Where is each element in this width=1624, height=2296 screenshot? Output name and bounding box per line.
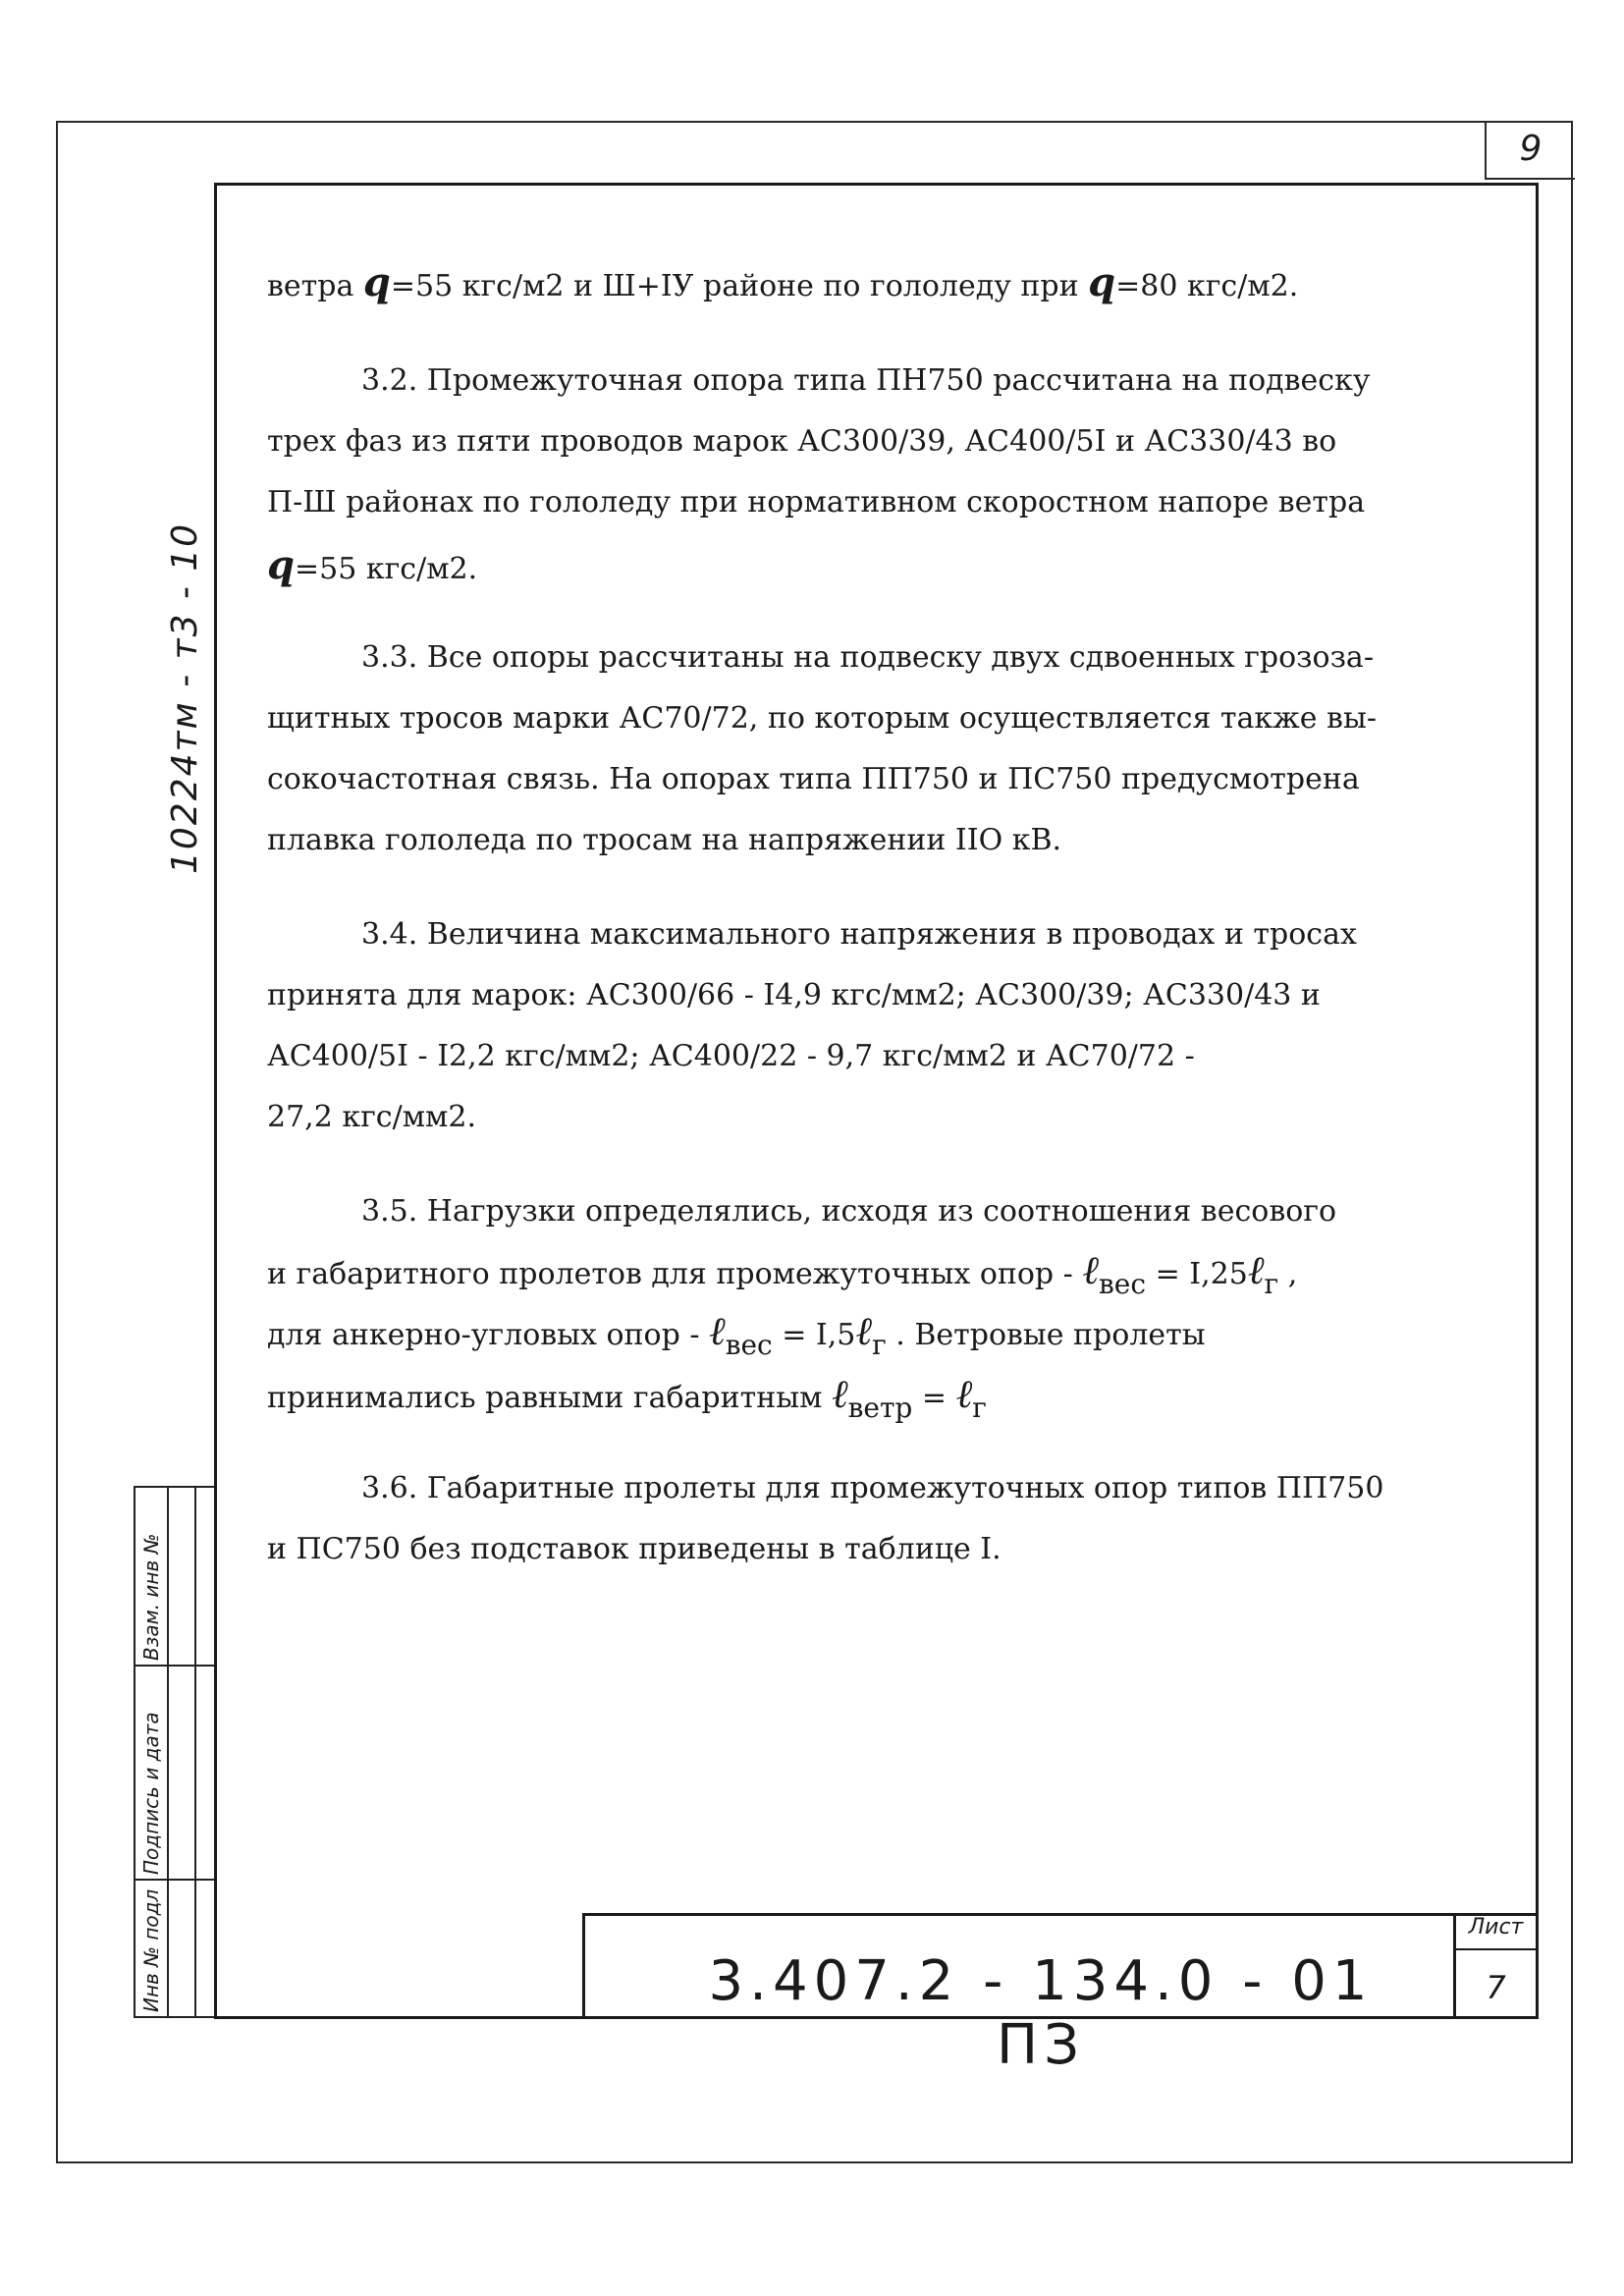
q-symbol: q xyxy=(1088,259,1116,305)
para-3-4-line-4: 27,2 кгс/мм2. xyxy=(267,1100,477,1134)
side-archive-number xyxy=(157,520,206,874)
para-3-3-line-2: щитных тросов марки АС70/72, по которым осуществляется также вы- xyxy=(267,701,1377,736)
document-code: 3.407.2 - 134.0 - 01 ПЗ xyxy=(708,1949,1374,2077)
para-3-5-line-2: и габаритного пролетов для промежуточных опор - ℓвес = I,25ℓг , xyxy=(267,1248,1298,1300)
para-3-4-line-1: 3.4. Величина максимального напряжения в проводах и тросах xyxy=(361,917,1357,952)
l-symbol: ℓ xyxy=(1247,1248,1265,1293)
l-symbol: ℓ xyxy=(1082,1248,1100,1293)
para-3-2-line-1: 3.2. Промежуточная опора типа ПН750 рассчитана на подвеску xyxy=(361,363,1371,398)
l-symbol: ℓ xyxy=(955,1372,973,1417)
para-3-2-line-4: q=55 кгс/м2. xyxy=(267,542,478,588)
para-3-3-line-4: плавка гололеда по тросам на напряжении IIО кВ. xyxy=(267,823,1062,857)
side-archive-number-text: 10224тм - т3 - 10 xyxy=(165,521,205,874)
q-symbol: q xyxy=(267,542,295,588)
para-3-2-line-3: П-Ш районах по гололеду при нормативном скоростном напоре ветра xyxy=(267,485,1366,519)
sheet-label: Лист xyxy=(1468,1915,1524,1940)
para-3-3-line-3: сокочастотная связь. На опорах типа ПП750 и ПС750 предусмотрена xyxy=(267,762,1360,796)
stamp-inv-podl: Инв № подл xyxy=(139,1888,163,2012)
para-3-6-line-2: и ПС750 без подставок приведены в таблице I. xyxy=(267,1532,1001,1566)
l-symbol: ℓ xyxy=(855,1309,873,1354)
para-3-2-line-2: трех фаз из пяти проводов марок АС300/39, АС400/5I и АС330/43 во xyxy=(267,424,1337,459)
q-symbol: q xyxy=(362,259,391,305)
para-3-5-line-4: принимались равными габаритным ℓветр = ℓг xyxy=(267,1372,987,1424)
l-symbol: ℓ xyxy=(709,1309,726,1354)
l-symbol: ℓ xyxy=(831,1372,848,1417)
corner-page-number: 9 xyxy=(1485,121,1575,180)
para-3-5-line-1: 3.5. Нагрузки определялись, исходя из соотношения весового xyxy=(361,1194,1337,1229)
para-3-6-line-1: 3.6. Габаритные пролеты для промежуточных опор типов ПП750 xyxy=(361,1471,1384,1505)
para-3-5-line-3: для анкерно-угловых опор - ℓвес = I,5ℓг . Ветровые пролеты xyxy=(267,1309,1206,1361)
sheet-separator xyxy=(1453,1948,1539,1950)
para-3-4-line-3: АС400/5I - I2,2 кгс/мм2; АС400/22 - 9,7 кгс/мм2 и АС70/72 - xyxy=(267,1039,1195,1073)
para-3-4-line-2: принята для марок: АС300/66 - I4,9 кгс/мм2; АС300/39; АС330/43 и xyxy=(267,978,1321,1012)
stamp-podpis-data: Подпись и дата xyxy=(139,1712,163,1875)
sheet-number: 7 xyxy=(1486,1969,1506,2006)
stamp-vzam-inv: Взам. инв № xyxy=(139,1533,163,1661)
para-3-3-line-1: 3.3. Все опоры рассчитаны на подвеску двух сдвоенных грозоза- xyxy=(361,640,1374,675)
paragraph-continuation: ветра q=55 кгс/м2 и Ш+IУ районе по гололеду при q=80 кгс/м2. xyxy=(267,259,1299,305)
stamp-strip xyxy=(134,1486,214,2018)
